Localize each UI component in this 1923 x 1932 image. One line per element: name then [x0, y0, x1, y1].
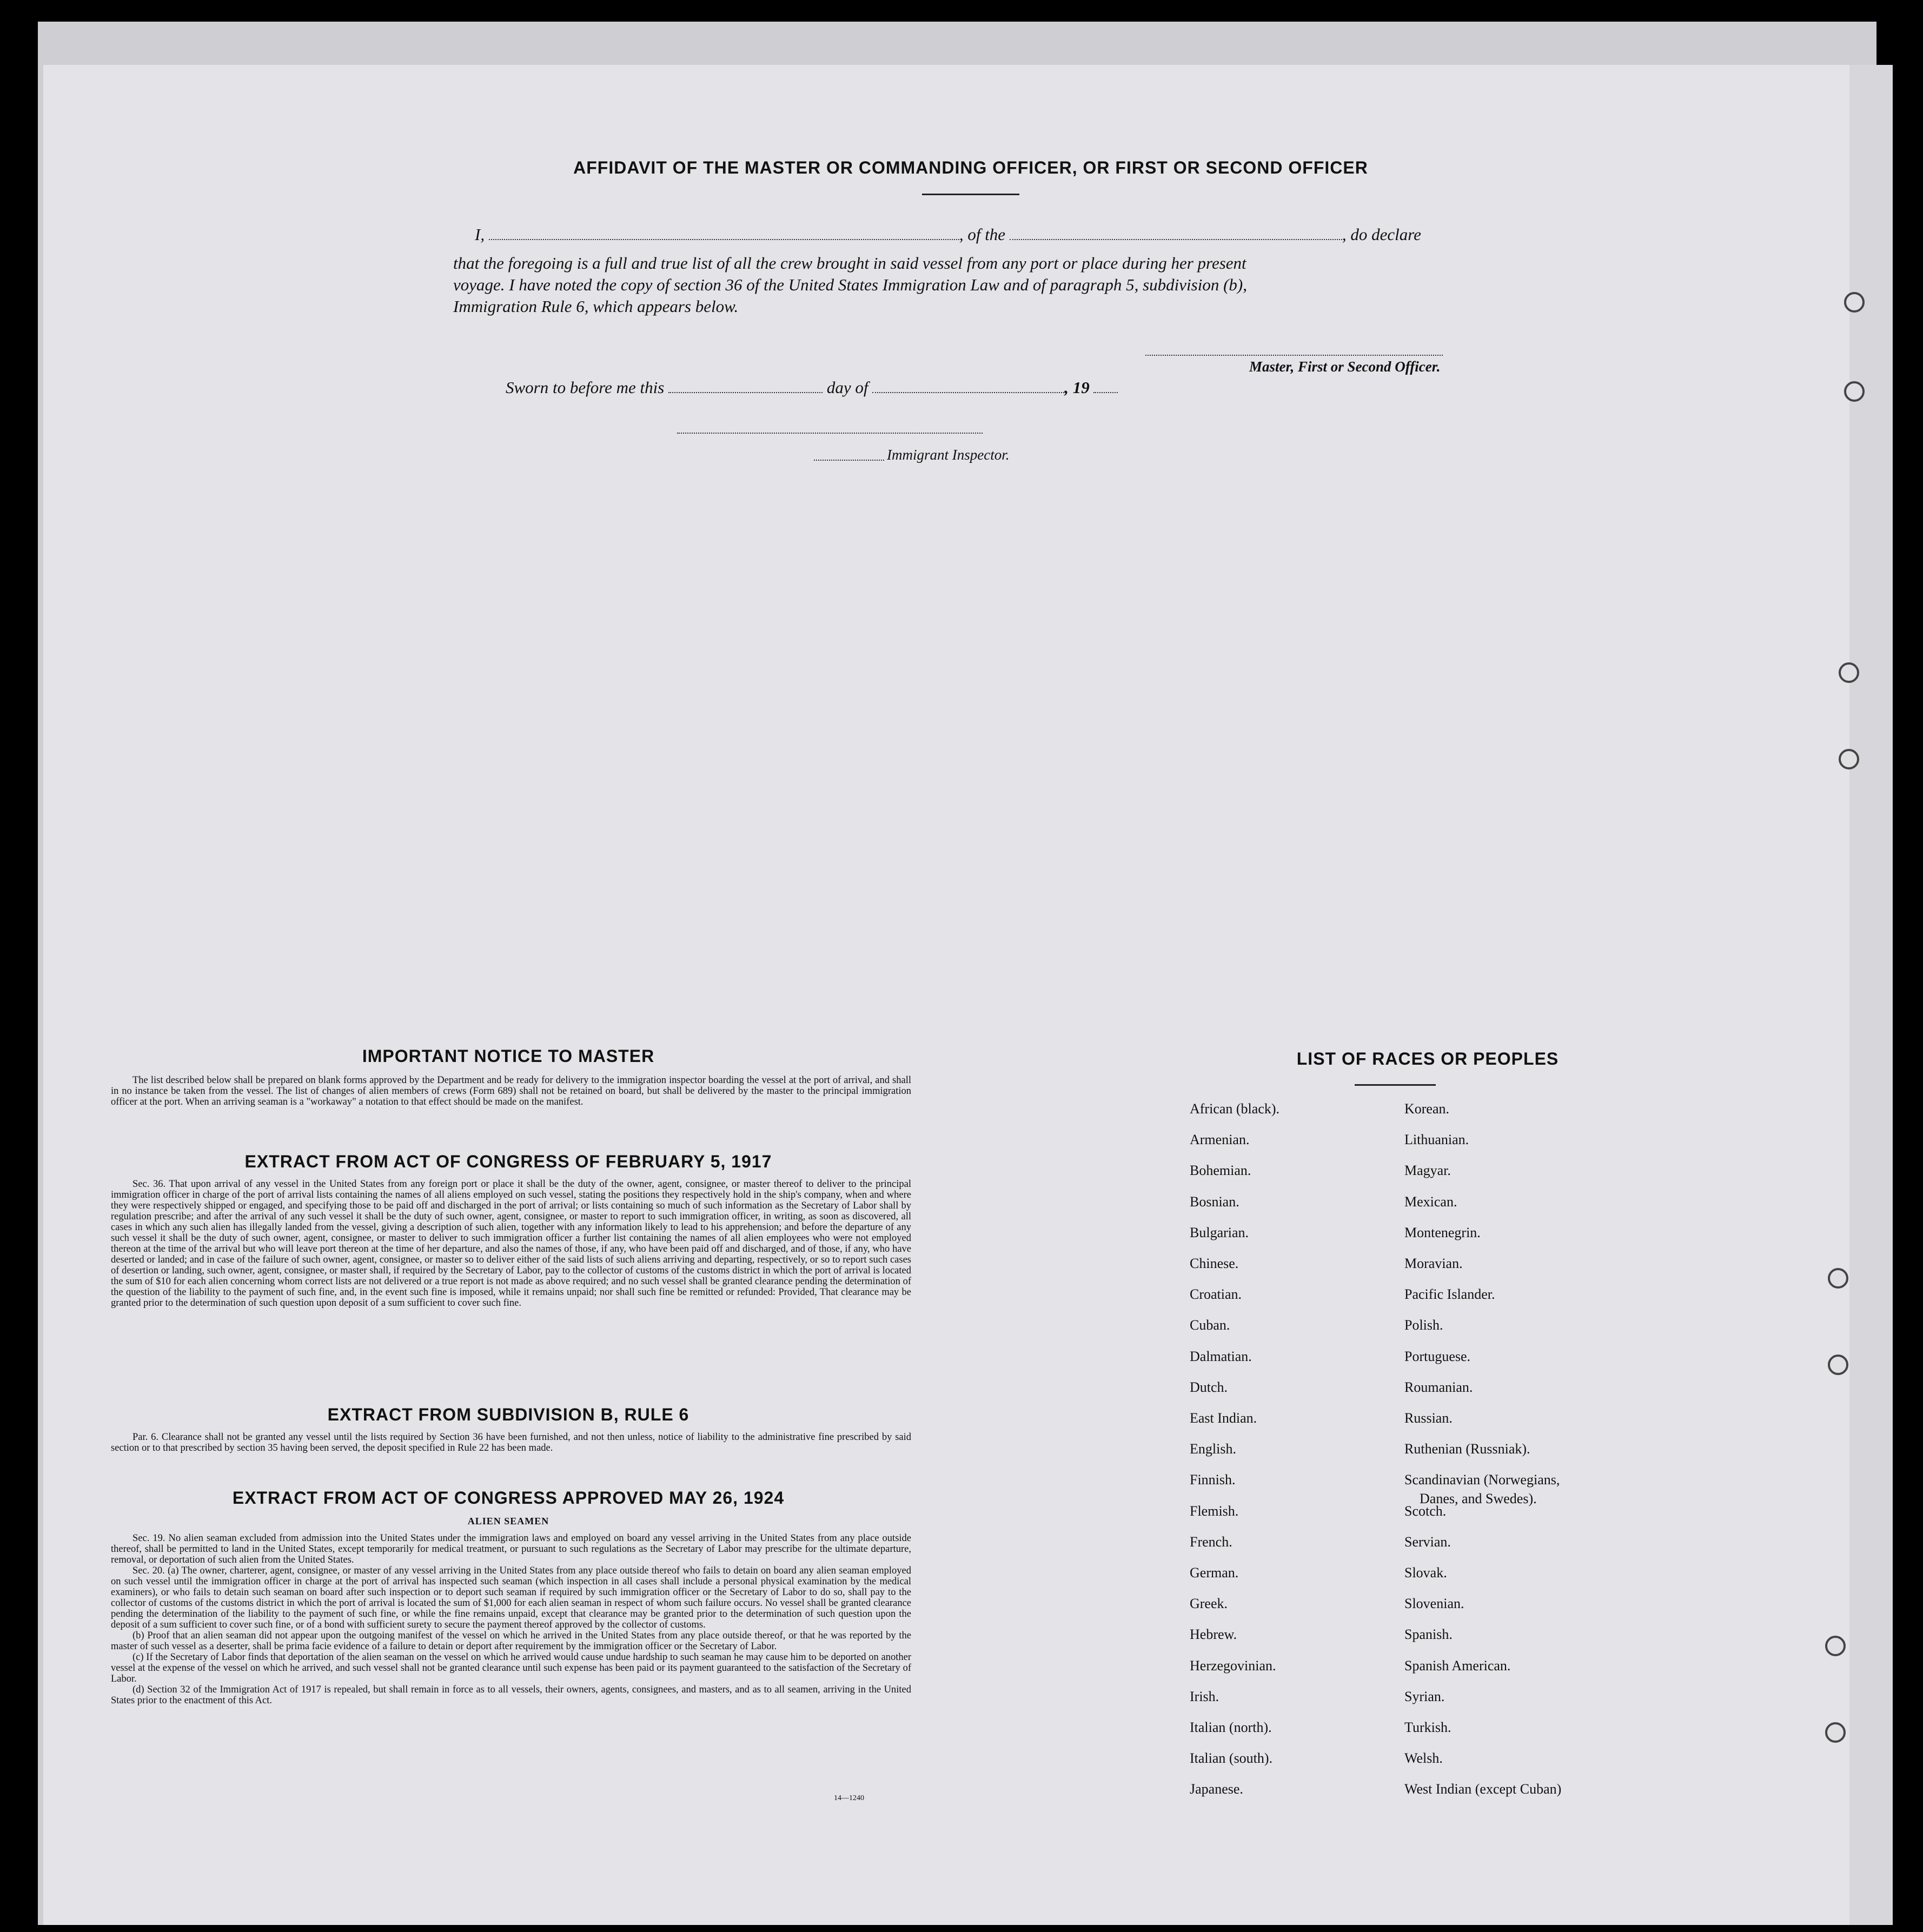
affidavit-line-3: voyage. I have noted the copy of section 36 of the United States Immigration Law and of paragraph 5, subdivision (b), — [453, 275, 1247, 294]
race-item: Dutch. — [1190, 1379, 1228, 1395]
sec-20d-paragraph: (d) Section 32 of the Immigration Act of 1917 is repealed, but shall remain in force as to all vessels, their owners, agents, consignees, and masters, and as to all seamen, arriving in the United States prior to the enactment of this Act. — [111, 1684, 911, 1706]
inspector-signature-line[interactable] — [677, 433, 983, 434]
sec-20a-paragraph: Sec. 20. (a) The owner, charterer, agent, consignee, or master of any vessel arriving in the United States from any place outside thereof who fails to detain on board any alien seaman employed on such vessel until the immigration officer in charge at the port of arrival has inspected such seaman (which inspection in all cases shall include a personal physical examination by the medical examiners), or who fails to detain such seaman on board after such inspection or to deport such seaman if required by such immigration officer or the Secretary of Labor to do so, shall pay to the collector of customs of the customs district in which the port of arrival is located the sum of $1,000 for each alien seaman in respect of whom such failure occurs. No vessel shall be granted clearance pending the determination of the liability to the payment of such fine, or while the fine remains unpaid, except that clearance may be granted prior to the determination of such question upon the deposit of a sum sufficient to cover such fine, or of a bond with sufficient surety to secure the payment thereof approved by the collector of customs. — [111, 1565, 911, 1630]
race-item: Mexican. — [1404, 1193, 1457, 1210]
extract-1917-text: Sec. 36. That upon arrival of any vessel in the United States from any foreign port or place it shall be the duty of the owner, agent, consignee, or master thereof to deliver to the principal immigration officer in charge of the port of arrival lists containing the names of all aliens employed on such vessel, stating the positions they respectively hold in the ship's company, when and where they were respectively shipped or engaged, and specifying those to be paid off and discharged in the port of arrival; or lists containing so much of such information as the Secretary of Labor shall by regulation prescribe; and after the arrival of any such vessel it shall be the duty of such owner, agent, consignee, or master to report to such immigration officer, in writing, as soon as discovered, all cases in which any such alien has illegally landed from the vessel, giving a description of such alien, together with any information likely to lead to his apprehension; and before the departure of any such vessel it shall be the duty of such owner, agent, consignee, or master to deliver to such immigration officer a further list containing the names of all alien employees who were not employed thereon at the time of the arrival but who will leave port thereon at the time of her departure, and also the names of those, if any, who have been paid off and discharged, and of those, if any, who have deserted or landed; and in case of the failure of such owner, agent, consignee, or master so to deliver either of the said lists of such aliens arriving and departing, respectively, or so to report such cases of desertion or landing, such owner, agent, consignee, or master shall, if required by the Secretary of Labor, pay to the collector of customs of the customs district in which the port of arrival is located the sum of $10 for each alien concerning whom correct lists are not delivered or a true report is not made as above required; and no such vessel shall be granted clearance pending the determination of the question of the liability to the payment of such fine, and, in the event such fine is imposed, while it remains unpaid; nor shall such fine be remitted or refunded: Provided, That clearance may be granted prior to the determination of such question upon deposit of a sum sufficient to cover such fine. — [111, 1179, 911, 1309]
race-item: Slovenian. — [1404, 1596, 1464, 1612]
race-item: Hebrew. — [1190, 1626, 1237, 1643]
race-item: Magyar. — [1404, 1163, 1451, 1179]
race-item: Slovak. — [1404, 1565, 1447, 1581]
master-signature-label: Master, First or Second Officer. — [1249, 358, 1441, 375]
races-title-rule — [1355, 1084, 1436, 1086]
sworn-year-blank[interactable] — [1093, 391, 1118, 393]
of-the-label: , of the — [959, 225, 1006, 244]
race-item: German. — [1190, 1565, 1239, 1581]
day-of-label: day of — [826, 378, 868, 397]
race-item: Pacific Islander. — [1404, 1286, 1495, 1303]
punch-hole — [1839, 749, 1859, 769]
race-item: Herzegovinian. — [1190, 1657, 1276, 1674]
sworn-prefix: Sworn to before me this — [506, 378, 665, 397]
extract-1924-text — [111, 1533, 911, 1706]
extract-rule6-text: Par. 6. Clearance shall not be granted any vessel until the lists required by Section 36 have been furnished, and not then unless, notice of liability to the administrative fine prescribed by said section or to that prescribed by section 35 having been served, the deposit specified in Rule 22 has been made. — [111, 1432, 911, 1453]
extract-rule6-title: EXTRACT FROM SUBDIVISION B, RULE 6 — [327, 1405, 689, 1424]
notice-title: IMPORTANT NOTICE TO MASTER — [362, 1046, 655, 1066]
race-item: Irish. — [1190, 1688, 1219, 1704]
punch-hole — [1844, 292, 1865, 313]
race-item: West Indian (except Cuban) — [1404, 1781, 1562, 1797]
race-item: Scandinavian (Norwegians, — [1404, 1472, 1560, 1488]
sec-19-paragraph: Sec. 19. No alien seaman excluded from admission into the United States under the immigration laws and employed on board any vessel arriving in the United States from any place outside thereof, shall be permitted to land in the United States, except temporarily for medical treatment, or pursuant to such regulations as the Secretary of Labor may prescribe for the ultimate departure, removal, or deportation of such alien from the United States. — [111, 1533, 911, 1565]
affidavit-title: AFFIDAVIT OF THE MASTER OR COMMANDING OFFICER, OR FIRST OR SECOND OFFICER — [573, 158, 1368, 177]
race-item: Danes, and Swedes). — [1420, 1491, 1537, 1506]
do-declare-label: , do declare — [1342, 225, 1421, 244]
punch-hole — [1828, 1268, 1848, 1289]
race-item: Bosnian. — [1190, 1193, 1239, 1210]
affidavit-line-2: that the foregoing is a full and true list of all the crew brought in said vessel from any port or place during her present — [453, 254, 1246, 273]
race-item: Flemish. — [1190, 1503, 1239, 1519]
race-item: Syrian. — [1404, 1688, 1445, 1704]
year-prefix: , 19 — [1064, 378, 1090, 397]
punch-hole — [1839, 662, 1859, 683]
race-item: Italian (south). — [1190, 1750, 1273, 1767]
race-item: Ruthenian (Russniak). — [1404, 1441, 1530, 1457]
race-item: Japanese. — [1190, 1781, 1243, 1797]
sec-20c-paragraph: (c) If the Secretary of Labor finds that deportation of the alien seaman on the vessel on which he arrived would cause undue hardship to such seaman he may cause him to be deported on another vessel at the expense of the vessel on which he arrived, and such vessel shall not be granted clearance until such expense has been paid or its payment guaranteed to the satisfaction of the Secretary of Labor. — [111, 1652, 911, 1684]
inspector-label: Immigrant Inspector. — [887, 447, 1010, 463]
race-item: Russian. — [1404, 1410, 1453, 1426]
vessel-blank[interactable] — [1010, 238, 1342, 240]
race-item: Croatian. — [1190, 1286, 1242, 1303]
race-item: English. — [1190, 1441, 1236, 1457]
extract-1917-title: EXTRACT FROM ACT OF CONGRESS OF FEBRUARY 5, 1917 — [244, 1152, 772, 1171]
race-item: Chinese. — [1190, 1256, 1239, 1271]
notice-text: The list described below shall be prepared on blank forms approved by the Department and be ready for delivery to the immigration inspector boarding the vessel at the port of arrival, and shall in no instance be taken from the vessel. The list of changes of alien members of crews (Form 689) shall not be retained on board, but shall be delivered by the master to the principal immigration officer at the port. When an arriving seaman is a "workaway" a notation to that effect should be made on the manifest. — [111, 1075, 911, 1107]
race-item: Spanish. — [1404, 1626, 1453, 1643]
race-item: Bohemian. — [1190, 1163, 1251, 1179]
race-item: Servian. — [1404, 1533, 1451, 1550]
inspector-short-line — [814, 460, 884, 461]
sec-20b-paragraph: (b) Proof that an alien seaman did not appear upon the outgoing manifest of the vessel on which he arrived in the United States from any place outside thereof, or that he was reported by the master of such vessel as a deserter, shall be prima facie evidence of a failure to detain or deport after requirement by the immigration officer or the Secretary of Labor. — [111, 1630, 911, 1652]
name-blank[interactable] — [489, 238, 959, 240]
alien-seamen-subtitle: ALIEN SEAMEN — [467, 1516, 549, 1526]
race-item: Bulgarian. — [1190, 1224, 1249, 1240]
race-item: Spanish American. — [1404, 1657, 1511, 1674]
race-item: Portuguese. — [1404, 1348, 1471, 1364]
punch-hole — [1844, 381, 1865, 402]
race-item: Italian (north). — [1190, 1719, 1272, 1735]
punch-hole — [1825, 1722, 1846, 1743]
race-item: Roumanian. — [1404, 1379, 1473, 1395]
race-item: African (black). — [1190, 1101, 1280, 1117]
race-item: Greek. — [1190, 1596, 1228, 1612]
race-item: Polish. — [1404, 1317, 1443, 1333]
race-item: Korean. — [1404, 1101, 1450, 1117]
race-item: East Indian. — [1190, 1410, 1257, 1426]
race-item: French. — [1190, 1533, 1232, 1550]
race-item: Turkish. — [1404, 1719, 1451, 1735]
declarant-prefix: I, — [475, 225, 485, 244]
sworn-month-blank[interactable] — [872, 391, 1064, 393]
sworn-line — [506, 377, 1544, 398]
affidavit-line-4: Immigration Rule 6, which appears below. — [453, 297, 739, 316]
master-signature-line[interactable] — [1145, 355, 1443, 356]
race-item: Scotch. — [1404, 1503, 1447, 1519]
race-item: Finnish. — [1190, 1472, 1236, 1488]
form-number: 14—1240 — [834, 1794, 864, 1802]
race-item: Armenian. — [1190, 1132, 1250, 1148]
punch-hole — [1825, 1636, 1846, 1656]
race-item: Lithuanian. — [1404, 1132, 1469, 1148]
affidavit-line-1 — [453, 224, 1491, 245]
race-item: Montenegrin. — [1404, 1224, 1481, 1240]
punch-hole — [1828, 1355, 1848, 1375]
page-edge — [1849, 65, 1893, 1925]
sworn-day-blank[interactable] — [668, 391, 823, 393]
races-title: LIST OF RACES OR PEOPLES — [1296, 1049, 1559, 1068]
extract-1924-title: EXTRACT FROM ACT OF CONGRESS APPROVED MAY 26, 1924 — [232, 1488, 785, 1508]
race-item: Moravian. — [1404, 1256, 1463, 1271]
race-item: Dalmatian. — [1190, 1348, 1252, 1364]
race-item: Welsh. — [1404, 1750, 1443, 1767]
title-rule — [922, 194, 1019, 195]
race-item: Cuban. — [1190, 1317, 1230, 1333]
